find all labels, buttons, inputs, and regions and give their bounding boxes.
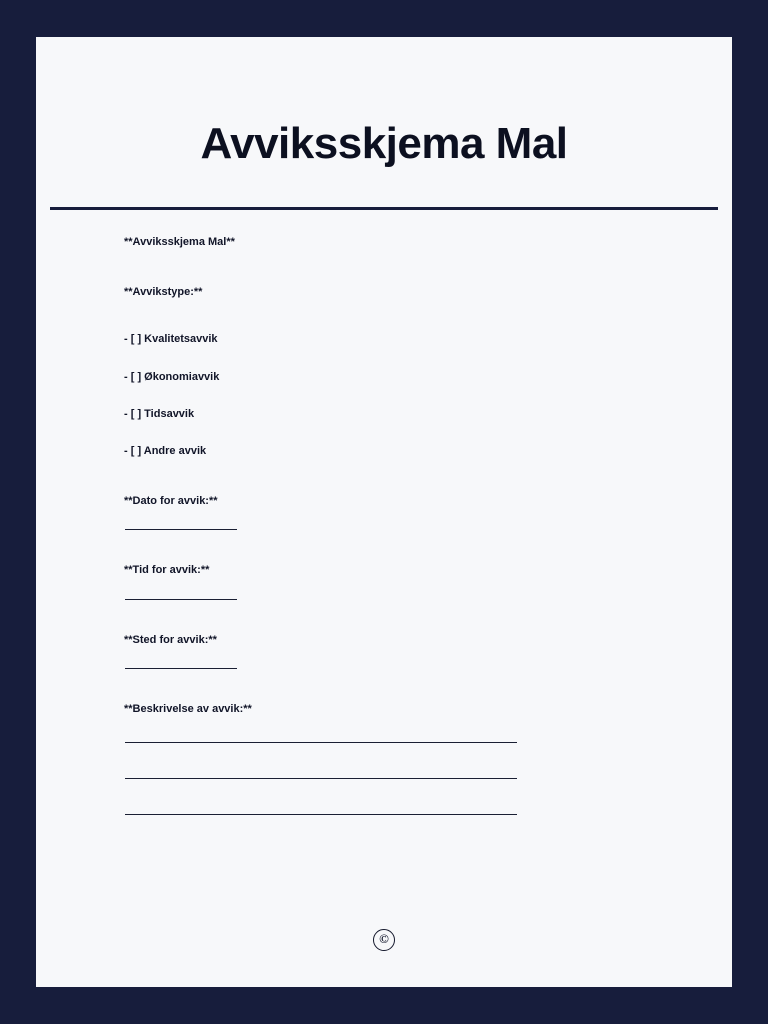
tid-for-avvik-input-line[interactable]	[125, 599, 237, 600]
checkbox-tidsavvik[interactable]: - [ ] Tidsavvik	[124, 407, 195, 420]
checkbox-andre-avvik[interactable]: - [ ] Andre avvik	[124, 444, 207, 457]
copyright-icon: ©	[373, 929, 395, 951]
sted-for-avvik-label: **Sted for avvik:**	[124, 633, 217, 646]
checkbox-okonomiavvik[interactable]: - [ ] Økonomiavvik	[124, 370, 220, 383]
beskrivelse-input-line-2[interactable]	[125, 778, 517, 779]
document-body	[36, 210, 732, 815]
dato-for-avvik-label: **Dato for avvik:**	[124, 495, 218, 508]
document-footer	[36, 929, 732, 951]
sted-for-avvik-input-line[interactable]	[125, 668, 237, 669]
page-title: Avviksskjema Mal	[200, 119, 568, 168]
heading-line: **Avviksskjema Mal**	[124, 236, 235, 248]
beskrivelse-input-line-1[interactable]	[125, 742, 517, 743]
beskrivelse-input-line-3[interactable]	[125, 814, 517, 815]
beskrivelse-av-avvik-label: **Beskrivelse av avvik:**	[124, 702, 252, 715]
document-page	[36, 37, 732, 987]
checkbox-kvalitetsavvik[interactable]: - [ ] Kvalitetsavvik	[124, 333, 218, 346]
tid-for-avvik-label: **Tid for avvik:**	[124, 564, 210, 577]
avvikstype-label: **Avvikstype:**	[124, 286, 203, 299]
dato-for-avvik-input-line[interactable]	[125, 529, 237, 530]
